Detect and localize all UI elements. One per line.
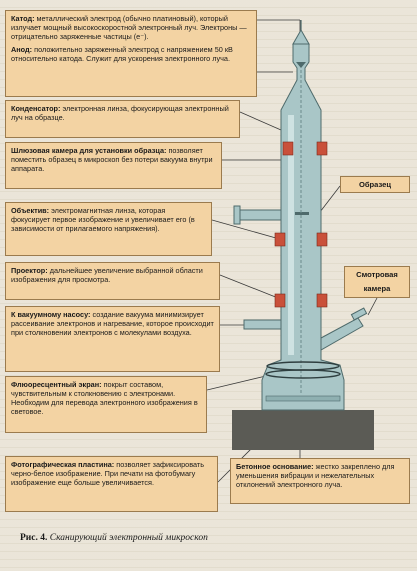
vacuum-text: создание вакуума минимизирует рассеивание электронов и нагревание, которое происходит при столкновении электронов с молекулами воздуха. (11, 310, 214, 337)
base-title: Бетонное основание: (236, 462, 314, 471)
vacuum-title: К вакуумному насосу: (11, 310, 91, 319)
plate-text: позволяет зафиксировать черно-белое изображение. При печати на фотобумагу изображение еще больше увеличивается. (11, 460, 205, 487)
objective-lens-right (317, 233, 327, 246)
airlock-cap (234, 206, 240, 224)
condenser-lens-left (283, 142, 293, 155)
cathode-title: Катод: (11, 14, 35, 23)
caption-text: Сканирующий электронный микроскоп (47, 533, 208, 543)
condenser-title: Конденсатор: (11, 104, 61, 113)
anode-title: Анод: (11, 45, 33, 54)
callout-viewing-chamber: Смотровая камера (344, 266, 410, 298)
cathode-description (11, 14, 251, 41)
leader-line-projector (220, 275, 283, 300)
screen-title: Флюоресцентный экран: (11, 380, 102, 389)
leader-line-screen (207, 375, 270, 390)
objective-text: электромагнитная линза, которая фокусирует первое изображение и увеличивает его (в зависимости от прилагаемого напряжения). (11, 206, 195, 233)
viewing-eyepiece (351, 308, 366, 320)
panel-plate (5, 456, 218, 512)
base-text: жестко закреплено для уменьшения вибрации и нежелательных отклонений электронного луча. (236, 462, 395, 489)
panel-projector (5, 262, 220, 300)
panel-cathode-anode (5, 10, 257, 97)
airlock-arm (238, 210, 281, 220)
photo-plate (266, 396, 340, 401)
panel-objective (5, 202, 212, 256)
condenser-text: электронная линза, фокусирующая электронный луч на образце. (11, 104, 229, 122)
viewing-tube (321, 318, 363, 350)
panel-airlock (5, 142, 222, 189)
panel-base (230, 458, 410, 504)
figure-caption (20, 533, 208, 543)
vacuum-tube (244, 320, 281, 329)
leader-line-sample (320, 186, 340, 212)
condenser-lens-right (317, 142, 327, 155)
leader-line-condenser (240, 112, 281, 130)
cathode-tip (293, 30, 309, 44)
caption-number: Рис. 4. (20, 533, 48, 543)
microscope-column (262, 44, 344, 410)
sample-holder (295, 212, 309, 215)
panel-condenser (5, 100, 240, 138)
objective-lens-left (275, 233, 285, 246)
projector-lens-left (275, 294, 285, 307)
callout-sample: Образец (340, 176, 410, 193)
panel-screen (5, 376, 207, 433)
leader-line-objective (212, 220, 283, 240)
projector-title: Проектор: (11, 266, 48, 275)
objective-title: Объектив: (11, 206, 50, 215)
leader-line-viewing (368, 298, 377, 315)
airlock-title: Шлюзовая камера для установки образца: (11, 146, 167, 155)
airlock-text: позволяет поместить образец в микроскоп без потери вакуума внутри аппарата. (11, 146, 213, 173)
panel-vacuum (5, 306, 220, 372)
screen-text: покрыт составом, чувствительным к столкновению с электронами. Необходим для перевода электронного изображения в световое. (11, 380, 198, 416)
projector-text: дальнейшее увеличение выбранной области изображения для просмотра. (11, 266, 203, 284)
anode-text: положительно заряженный электрод с напряжением 50 кВ относительно катода. Служит для ускорения электронного луча. (11, 45, 233, 63)
plate-title: Фотографическая пластина: (11, 460, 115, 469)
cathode-text: металлический электрод (обычно платиновый), который излучает мощный высокоскоростной электронный луч. Электроны — отрицательно заряженные частицы (e⁻). (11, 14, 247, 41)
anode-description (11, 45, 251, 63)
projector-lens-right (317, 294, 327, 307)
concrete-base (232, 410, 374, 450)
